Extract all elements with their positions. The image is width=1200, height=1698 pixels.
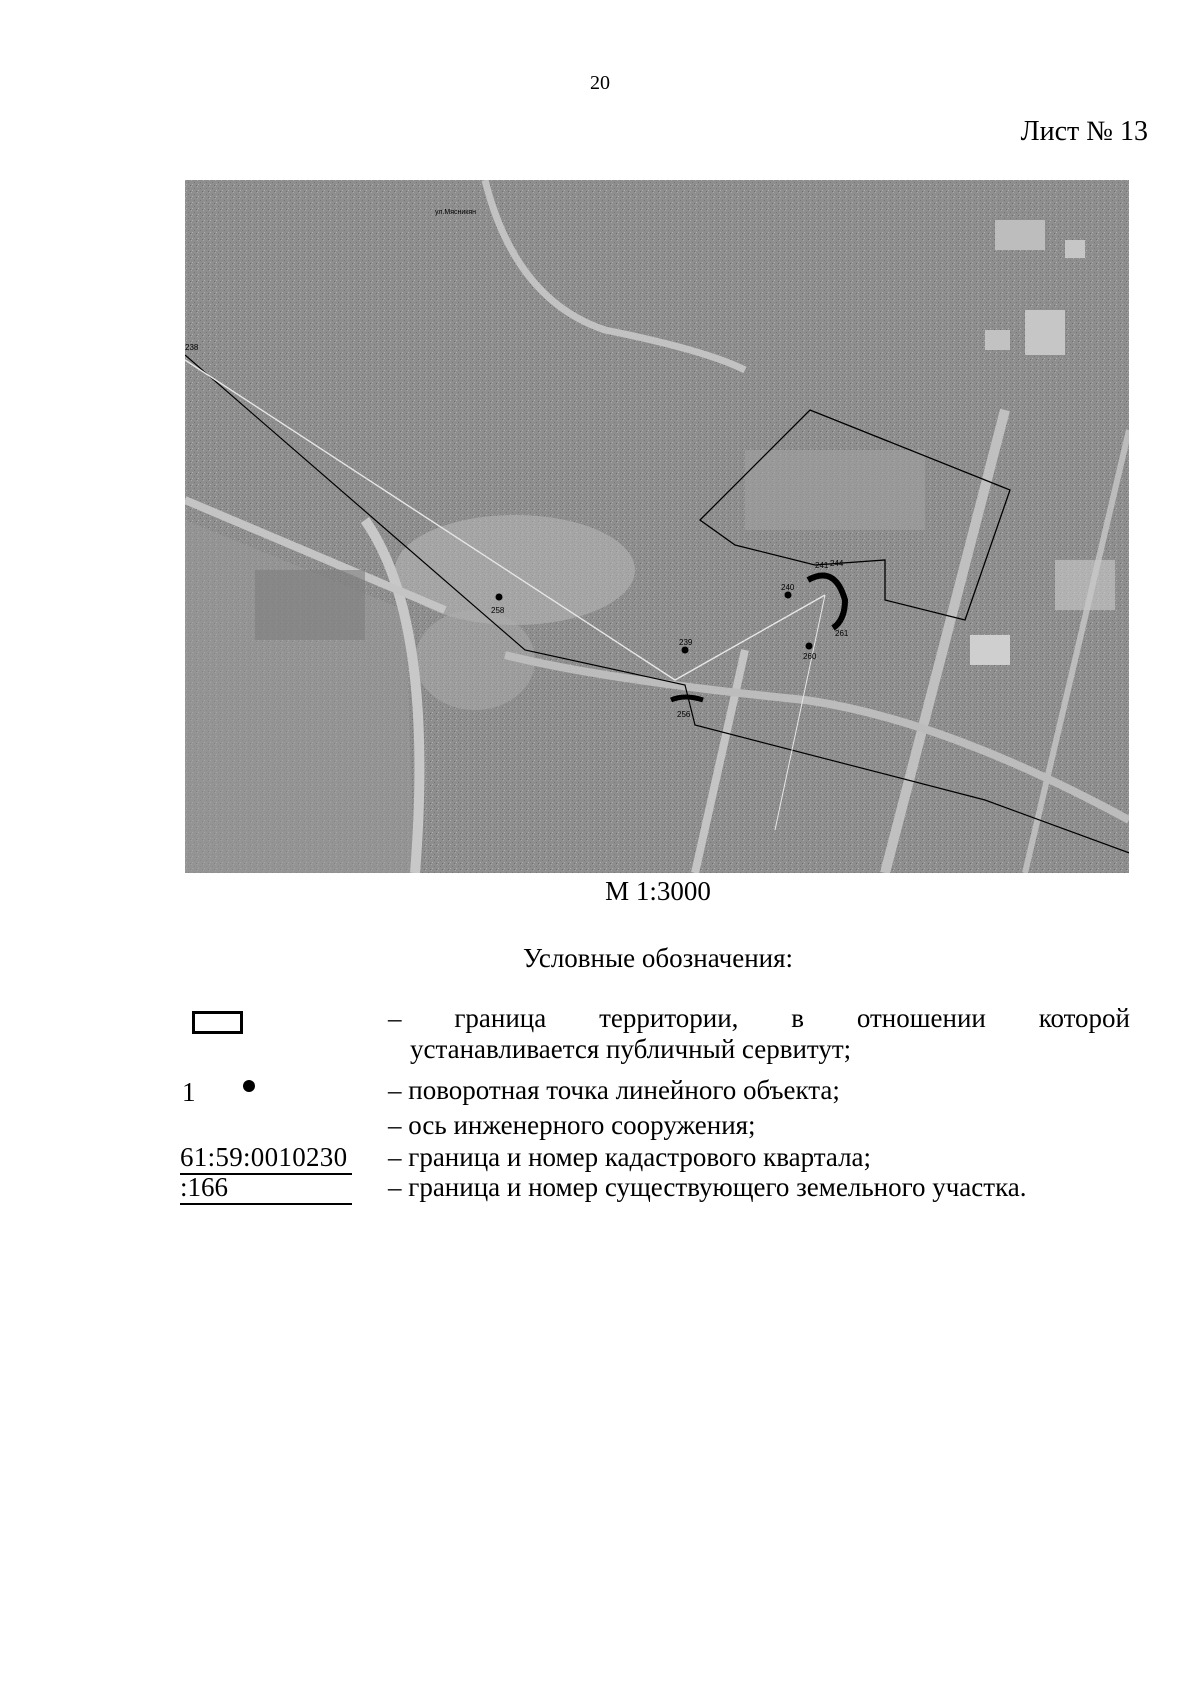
legend-description-continued: устанавливается публичный сервитут; (410, 1034, 852, 1064)
turning-point (682, 647, 689, 654)
land-parcel-number: :166 (180, 1172, 352, 1205)
map-image (185, 180, 1129, 873)
legend-row-land-parcel (180, 1172, 1130, 1203)
dot-symbol (243, 1080, 255, 1092)
legend-row-axis (180, 1110, 1130, 1141)
sheet-label: Лист № 13 (1020, 116, 1148, 147)
page-number: 20 (590, 72, 610, 94)
road-label: ул.Мясникян (435, 209, 476, 216)
point-label: 261 (835, 629, 849, 638)
legend-description: – граница и номер кадастрового квартала; (388, 1142, 872, 1172)
legend-description: – граница территории, в отношении которой (388, 1003, 1130, 1033)
legend-description: – ось инженерного сооружения; (388, 1110, 756, 1140)
legend-row-cadastral-quarter (180, 1142, 1130, 1173)
point-label: 256 (677, 710, 691, 719)
rectangle-symbol (192, 1011, 243, 1034)
cadastral-quarter-number: 61:59:0010230 (180, 1142, 352, 1175)
point-label: 240 (781, 583, 795, 592)
legend-row-turning-point (180, 1075, 1130, 1106)
map-scale: М 1:3000 (605, 876, 711, 906)
legend-row-servitude (180, 1003, 1130, 1065)
point-label: 238 (185, 343, 199, 352)
turning-point (785, 592, 792, 599)
point-label: 258 (491, 606, 505, 615)
point-number: 1 (182, 1077, 196, 1107)
turning-point (806, 643, 813, 650)
legend-title: Условные обозначения: (522, 943, 794, 973)
legend-description: – поворотная точка линейного объекта; (388, 1075, 840, 1105)
turning-point (496, 594, 503, 601)
legend-description: – граница и номер существующего земельного участка. (388, 1172, 1027, 1202)
point-label: 244 (830, 559, 844, 568)
point-label: 260 (803, 652, 817, 661)
point-label: 241 (815, 561, 829, 570)
point-label: 239 (679, 638, 693, 647)
